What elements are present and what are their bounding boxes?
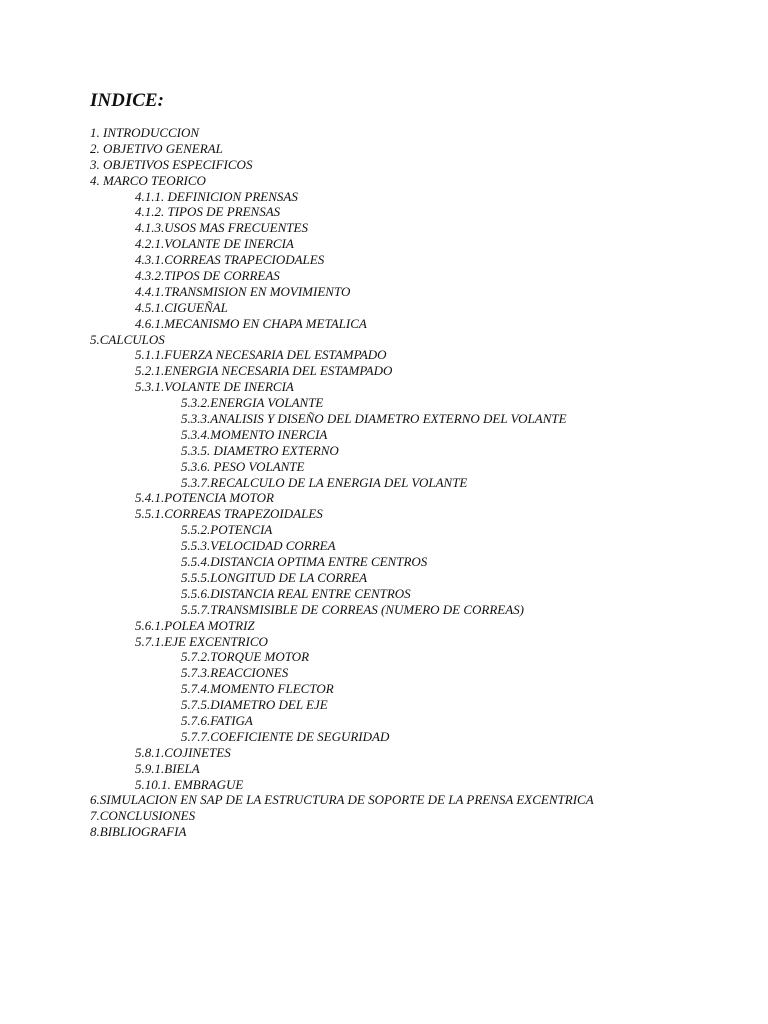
toc-entry: 5.5.6.DISTANCIA REAL ENTRE CENTROS	[181, 585, 411, 601]
toc-entry: 5.3.6. PESO VOLANTE	[181, 458, 305, 474]
toc-entry: 5.7.3.REACCIONES	[181, 665, 289, 681]
toc-entry: 5.7.1.EJE EXCENTRICO	[135, 633, 268, 649]
toc-entry: 5.5.1.CORREAS TRAPEZOIDALES	[135, 506, 323, 522]
toc-entry: 2. OBJETIVO GENERAL	[90, 140, 223, 156]
toc-entry: 3. OBJETIVOS ESPECIFICOS	[90, 156, 253, 172]
toc-entry: 5.7.6.FATIGA	[181, 712, 253, 728]
toc-entry: 5.9.1.BIELA	[135, 760, 200, 776]
toc-entry: 5.3.4.MOMENTO INERCIA	[181, 426, 328, 442]
toc-entry: 5.CALCULOS	[90, 331, 165, 347]
toc-entry: 5.5.5.LONGITUD DE LA CORREA	[181, 569, 368, 585]
toc-entry: 1. INTRODUCCION	[90, 125, 200, 140]
toc-entry: 5.7.5.DIAMETRO DEL EJE	[181, 697, 328, 713]
toc-entry: 5.1.1.FUERZA NECESARIA DEL ESTAMPADO	[135, 347, 387, 363]
toc-entry: 4.3.1.CORREAS TRAPECIODALES	[135, 252, 325, 268]
toc-entry: 4.1.3.USOS MAS FRECUENTES	[135, 220, 308, 236]
toc-entry: 4.2.1.VOLANTE DE INERCIA	[135, 236, 294, 252]
page-title: INDICE:	[90, 90, 164, 111]
toc-entry: 6.SIMULACION EN SAP DE LA ESTRUCTURA DE SOPORTE DE LA PRENSA EXCENTRICA	[90, 792, 594, 808]
toc-entry: 5.10.1. EMBRAGUE	[135, 776, 244, 792]
toc-entry: 4.4.1.TRANSMISION EN MOVIMIENTO	[135, 283, 351, 299]
toc-entry: 5.5.3.VELOCIDAD CORREA	[181, 538, 336, 554]
toc-entry: 7.CONCLUSIONES	[90, 808, 196, 824]
toc-entry: 4.6.1.MECANISMO EN CHAPA METALICA	[135, 315, 367, 331]
toc-entry: 5.3.1.VOLANTE DE INERCIA	[135, 379, 294, 395]
toc-entry: 5.5.2.POTENCIA	[181, 522, 273, 538]
toc-entry: 5.5.4.DISTANCIA OPTIMA ENTRE CENTROS	[181, 554, 428, 570]
toc-entry: 5.7.7.COEFICIENTE DE SEGURIDAD	[181, 728, 390, 744]
toc-entry: 4. MARCO TEORICO	[90, 172, 206, 188]
toc-entry: 5.4.1.POTENCIA MOTOR	[135, 490, 274, 506]
toc-entry: 4.1.2. TIPOS DE PRENSAS	[135, 204, 281, 220]
toc-entry: 5.6.1.POLEA MOTRIZ	[135, 617, 255, 633]
toc-entry: 5.7.4.MOMENTO FLECTOR	[181, 681, 334, 697]
toc-entry: 4.1.1. DEFINICION PRENSAS	[135, 188, 298, 204]
toc-entry: 8.BIBLIOGRAFIA	[90, 824, 187, 840]
toc-entry: 5.3.5. DIAMETRO EXTERNO	[181, 442, 339, 458]
toc-entry: 5.3.7.RECALCULO DE LA ENERGIA DEL VOLANTE	[181, 474, 468, 490]
toc-entry: 5.3.3.ANALISIS Y DISEÑO DEL DIAMETRO EXTERNO DEL VOLANTE	[181, 411, 567, 427]
table-of-contents	[0, 125, 768, 840]
toc-entry: 5.5.7.TRANSMISIBLE DE CORREAS (NUMERO DE CORREAS)	[181, 601, 525, 617]
toc-entry: 4.3.2.TIPOS DE CORREAS	[135, 268, 280, 284]
toc-entry: 5.3.2.ENERGIA VOLANTE	[181, 395, 324, 411]
toc-entry: 5.8.1.COJINETES	[135, 744, 231, 760]
toc-entry: 5.7.2.TORQUE MOTOR	[181, 649, 310, 665]
toc-entry: 4.5.1.CIGUEÑAL	[135, 299, 228, 315]
toc-entry: 5.2.1.ENERGIA NECESARIA DEL ESTAMPADO	[135, 363, 393, 379]
